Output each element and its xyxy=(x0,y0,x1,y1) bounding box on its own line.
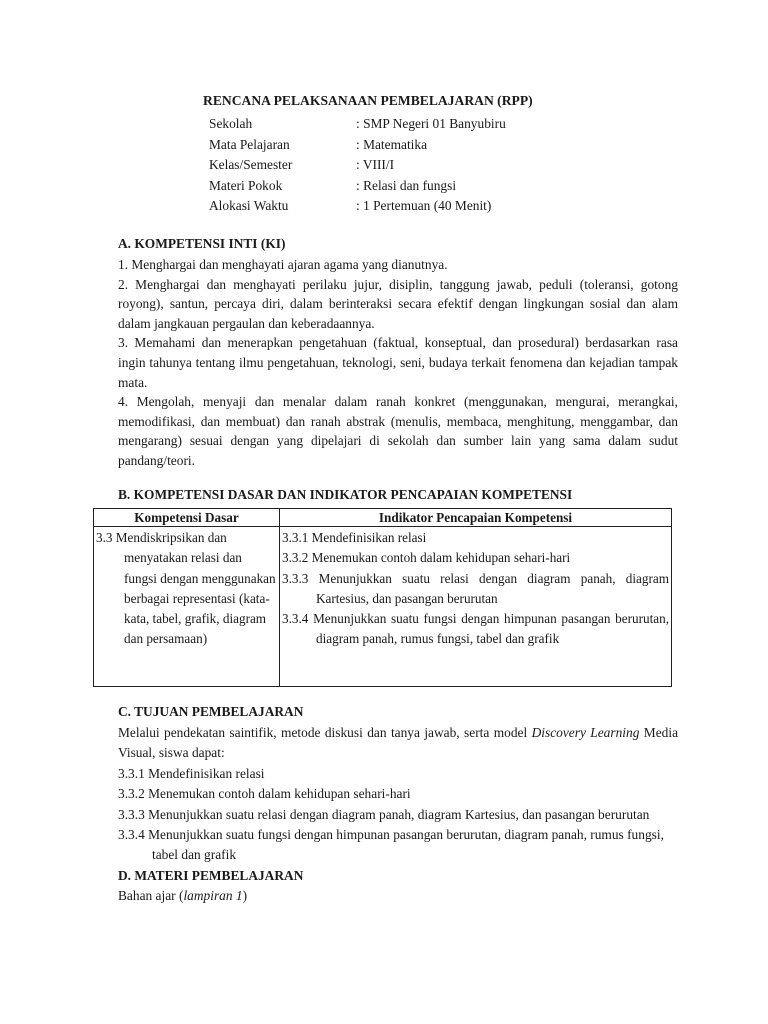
tujuan-model-name: Discovery Learning xyxy=(531,725,640,740)
info-value: : VIII/I xyxy=(356,157,395,172)
tujuan-item: 3.3.2 Menemukan contoh dalam kehidupan sehari-hari xyxy=(118,786,411,802)
section-c-title: C. TUJUAN PEMBELAJARAN xyxy=(118,704,304,719)
materi-text-pre: Bahan ajar ( xyxy=(118,888,184,904)
ki-item-4: 4. Mengolah, menyaji dan menalar dalam ranah konkret (menggunakan, mengurai, merangkai, memodifikasi, dan membuat) dan ranah abstrak (menulis, membaca, menghitung, menggambar, dan mengarang) sesuai dengan yang dipelajari di sekolah dan sumber lain yang sama dalam sudut pandang/teori. xyxy=(118,394,678,468)
table-row xyxy=(94,527,672,687)
tujuan-item: 3.3.4 Menunjukkan suatu fungsi dengan himpunan pasangan berurutan, diagram panah, rumus fungsi, tabel dan grafik xyxy=(118,827,664,863)
ki-item-1: 1. Menghargai dan menghayati ajaran agama yang dianutnya. xyxy=(118,257,448,272)
kompetensi-inti-list xyxy=(118,255,678,471)
materi-lampiran: lampiran 1 xyxy=(183,888,243,904)
section-a-title: A. KOMPETENSI INTI (KI) xyxy=(118,236,286,251)
indicator-item: 3.3.1 Mendefinisikan relasi xyxy=(282,530,427,545)
materi-text xyxy=(118,886,678,906)
competency-table xyxy=(93,508,672,687)
info-label: Sekolah xyxy=(209,116,253,131)
indicator-item: 3.3.3 Menunjukkan suatu relasi dengan diagram panah, diagram Kartesius, dan pasangan berurutan xyxy=(282,570,669,606)
materi-text-post: ) xyxy=(242,888,248,904)
document-title: RENCANA PELAKSANAAN PEMBELAJARAN (RPP) xyxy=(203,93,533,108)
table-header-row xyxy=(94,509,672,527)
indicator-item: 3.3.2 Menemukan contoh dalam kehidupan sehari-hari xyxy=(282,550,571,566)
indicator-cell xyxy=(280,527,672,687)
tujuan-intro xyxy=(118,723,678,764)
info-label: Alokasi Waktu xyxy=(209,198,289,213)
info-value: : Relasi dan fungsi xyxy=(356,177,457,193)
column-header-kd: Kompetensi Dasar xyxy=(94,509,280,527)
tujuan-block xyxy=(118,723,678,907)
tujuan-intro-end: Media Visual, siswa dapat: xyxy=(118,725,679,761)
tujuan-item: 3.3.3 Menunjukkan suatu relasi dengan diagram panah, diagram Kartesius, dan pasangan berurutan xyxy=(118,806,650,822)
indicator-item: 3.3.4 Menunjukkan suatu fungsi dengan himpunan pasangan berurutan, diagram panah, rumus fungsi, tabel dan grafik xyxy=(282,611,669,647)
info-value: : SMP Negeri 01 Banyubiru xyxy=(356,116,506,131)
info-value: : 1 Pertemuan (40 Menit) xyxy=(356,198,492,213)
kd-text: 3.3 Mendiskripsikan dan menyatakan relasi dan fungsi dengan menggunakan berbagai representasi (kata-kata, tabel, grafik, diagram dan persamaan) xyxy=(96,530,276,647)
info-label: Mata Pelajaran xyxy=(209,136,290,152)
kd-cell xyxy=(94,527,280,687)
tujuan-item: 3.3.1 Mendefinisikan relasi xyxy=(118,765,265,781)
section-b-title: B. KOMPETENSI DASAR DAN INDIKATOR PENCAPAIAN KOMPETENSI xyxy=(118,487,573,502)
info-value: : Matematika xyxy=(356,136,428,152)
info-label: Materi Pokok xyxy=(209,177,283,193)
column-header-indikator: Indikator Pencapaian Kompetensi xyxy=(280,509,672,527)
ki-item-3: 3. Memahami dan menerapkan pengetahuan (faktual, konseptual, dan prosedural) berdasarkan rasa ingin tahunya tentang ilmu pengetahuan, teknologi, seni, budaya terkait fenomena dan kejadian tampak mata. xyxy=(118,335,678,390)
tujuan-intro-text: Melalui pendekatan saintifik, metode diskusi dan tanya jawab, serta model xyxy=(118,725,532,740)
ki-item-2: 2. Menghargai dan menghayati perilaku jujur, disiplin, tanggung jawab, peduli (toleransi, gotong royong), santun, percaya diri, dalam berinteraksi secara efektif dengan lingkungan sosial dan alam dalam jangkauan pergaulan dan keberadaannya. xyxy=(118,276,678,331)
info-label: Kelas/Semester xyxy=(209,157,293,172)
section-d-title: D. MATERI PEMBELAJARAN xyxy=(118,867,304,883)
